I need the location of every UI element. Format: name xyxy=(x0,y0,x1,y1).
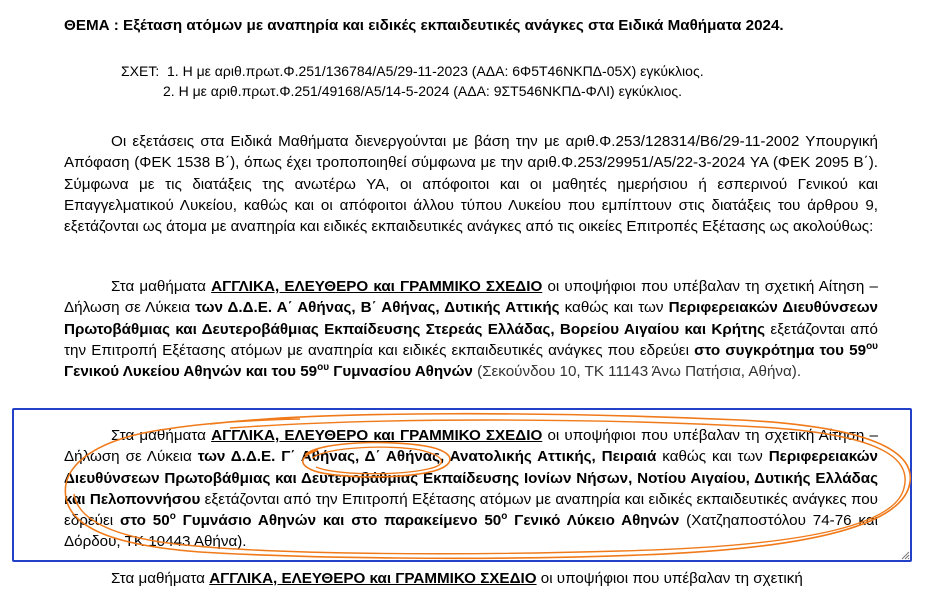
p3-venue-b: Γυμνάσιο Αθηνών και στο παρακείμενο 50 xyxy=(175,512,502,530)
p2-text-3: καθώς και των xyxy=(559,299,669,317)
p2-text-1: Στα μαθήματα xyxy=(111,278,212,295)
p2-venue-a: στο συγκρότημα του 59 xyxy=(694,341,867,359)
reference-1-text: 1. Η με αριθ.πρωτ.Φ.251/136784/Α5/29-11-2023 (ΑΔΑ: 6Φ5Τ46ΝΚΠΔ-05Χ) εγκύκλιος. xyxy=(167,63,704,79)
p2-sup-2: ου xyxy=(317,362,330,374)
p2-venue-c: Γυμνασίου Αθηνών xyxy=(329,363,473,381)
p3-text-3: καθώς και των xyxy=(656,448,769,466)
reference-2-text: 2. Η με αριθ.πρωτ.Φ.251/49168/Α5/14-5-2024 (ΑΔΑ: 9ΣΤ546ΝΚΠΔ-ΦΛΙ) εγκύκλιος. xyxy=(163,83,683,99)
exam-paragraph-1 xyxy=(64,276,878,382)
reference-prefix: ΣΧΕΤ: xyxy=(121,63,160,79)
p2-directorates: των Δ.Δ.Ε. Α΄ Αθήνας, Β΄ Αθήνας, Δυτικής Αττικής xyxy=(195,299,560,317)
subject-label: ΘΕΜΑ xyxy=(64,17,110,34)
subject-text: : Εξέταση ατόμων με αναπηρία και ειδικές εκπαιδευτικές ανάγκες στα Ειδικά Μαθήματα 2024. xyxy=(109,17,784,34)
p2-subjects: ΑΓΓΛΙΚΑ, ΕΛΕΥΘΕΡΟ και ΓΡΑΜΜΙΚΟ ΣΧΕΔΙΟ xyxy=(211,278,543,295)
p2-venue-b: Γενικού Λυκείου Αθηνών και του 59 xyxy=(64,363,318,381)
reference-2 xyxy=(163,83,682,99)
p3-address: (Χατζηαποστόλου 74-76 και Δόρδου, ΤΚ 10443 Αθήνα). xyxy=(64,512,878,551)
p3-sup-1: ο xyxy=(169,511,176,523)
p2-text-2: οι υποψήφιοι που υπέβαλαν τη σχετική Αίτηση – Δήλωση σε Λύκεια xyxy=(64,278,878,317)
reference-1 xyxy=(121,63,704,79)
p3-venue-a: στο 50 xyxy=(119,512,170,530)
p2-text-4: εξετάζονται από την Επιτροπή Εξέτασης ατόμων με αναπηρία και ειδικές εκπαιδευτικές ανάγκες που εδρεύει xyxy=(64,320,878,359)
intro-paragraph: Οι εξετάσεις στα Ειδικά Μαθήματα διενεργούνται με βάση την με αριθ.Φ.253/128314/Β6/29-11-2002 Υπουργική Απόφαση (ΦΕΚ 1538 Β΄), όπως έχει τροποποιηθεί σύμφωνα με την αριθ.Φ.253/29951/Α5/22-3-2024 ΥΑ (ΦΕΚ 2095 Β΄). Σύμφωνα με τις διατάξεις της ανωτέρω ΥΑ, οι απόφοιτοι και οι μαθητές ημερήσιου ή εσπερινού Γενικού και Επαγγελματικού Λυκείου, καθώς και οι απόφοιτοι άλλου τύπου Λυκείου που εμπίπτουν στις διατάξεις του άρθρου 9, εξετάζονται ως άτομα με αναπηρία και ειδικές εκπαιδευτικές ανάγκες από τις οικείες Επιτροπές Εξέτασης ως ακολούθως: xyxy=(64,133,878,236)
p3-venue-c: Γενικό Λύκειο Αθηνών xyxy=(507,512,680,530)
p3-directorates: των Δ.Δ.Ε. Γ΄ Αθήνας, Δ΄ Αθήνας, Ανατολικής Αττικής, Πειραιά xyxy=(197,448,657,466)
p3-text-1: Στα μαθήματα xyxy=(111,427,212,444)
p3-sup-2: ο xyxy=(501,511,508,523)
p3-regional-directorates: Περιφερειακών Διευθύνσεων Πρωτοβάθμιας και Δευτεροβάθμιας Εκπαίδευσης Ιονίων Νήσων, Νοτίου Αιγαίου, Δυτικής Ελλάδας και Πελοποννήσου xyxy=(64,448,878,508)
p4-text-2: οι υποψήφιοι που υπέβαλαν τη σχετική xyxy=(536,570,803,587)
p3-text-4: εξετάζονται από την Επιτροπή Εξέτασης ατόμων με αναπηρία και ειδικές εκπαιδευτικές ανάγκες που εδρεύει xyxy=(64,490,878,530)
p2-regional-directorates: Περιφερειακών Διευθύνσεων Πρωτοβάθμιας και Δευτεροβάθμιας Εκπαίδευσης Στερεάς Ελλάδας, Βορείου Αιγαίου και Κρήτης xyxy=(64,299,878,338)
p2-address: (Σεκούνδου 10, ΤΚ 11143 Άνω Πατήσια, Αθήνα). xyxy=(472,363,802,381)
p3-subjects: ΑΓΓΛΙΚΑ, ΕΛΕΥΘΕΡΟ και ΓΡΑΜΜΙΚΟ ΣΧΕΔΙΟ xyxy=(211,427,543,444)
p2-sup-1: ου xyxy=(866,340,878,352)
p4-subjects: ΑΓΓΛΙΚΑ, ΕΛΕΥΘΕΡΟ και ΓΡΑΜΜΙΚΟ ΣΧΕΔΙΟ xyxy=(209,570,537,587)
resize-grip-icon[interactable] xyxy=(900,550,910,560)
selection-box[interactable] xyxy=(12,408,912,562)
p3-text-2: οι υποψήφιοι που υπέβαλαν τη σχετική Αίτηση – Δήλωση σε Λύκεια xyxy=(64,427,878,466)
subject-line xyxy=(64,17,784,34)
p4-text-1: Στα μαθήματα xyxy=(111,570,210,587)
